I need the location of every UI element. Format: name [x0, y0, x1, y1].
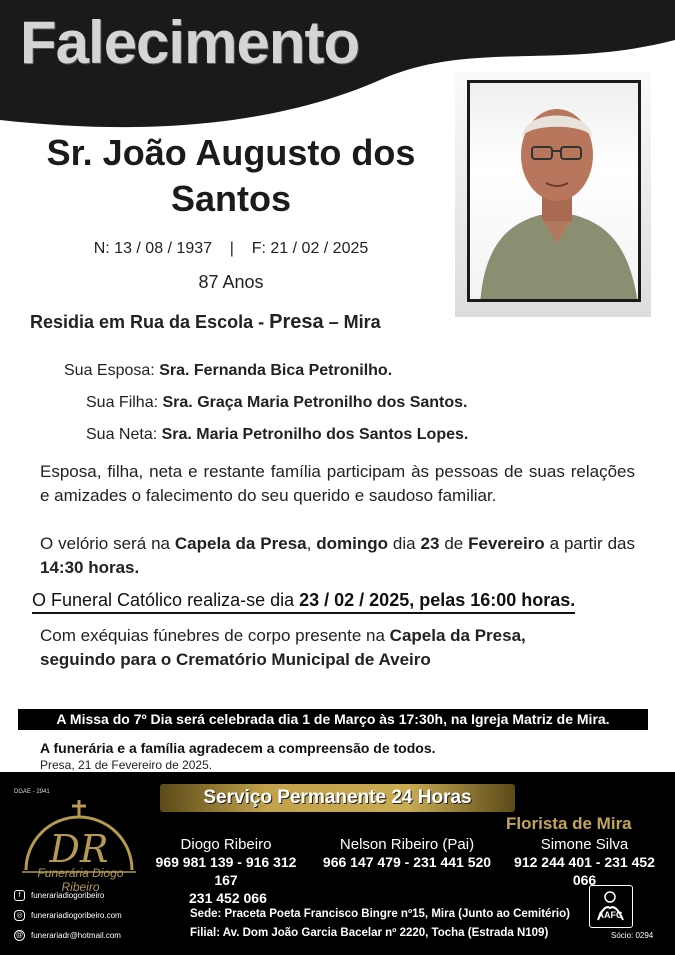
funeral-info [32, 590, 575, 614]
social-text: funerariadr@hotmail.com [31, 931, 121, 940]
sede-address: Sede: Praceta Poeta Francisco Bingre nº15, Mira (Junto ao Cemitério) [190, 908, 570, 920]
relative-name: Sra. Fernanda Bica Petronilho. [159, 362, 393, 379]
funeral-datetime: 23 / 02 / 2025, pelas 16:00 horas. [299, 590, 576, 610]
exequias-destination: seguindo para o Crematório Municipal de Aveiro [40, 650, 431, 669]
contact-simone [502, 836, 667, 889]
email-icon: @ [15, 932, 24, 939]
filial-address: Filial: Av. Dom João Garcia Bacelar nº 2220, Tocha (Estrada N109) [190, 927, 549, 939]
wake-text: de [439, 534, 469, 553]
dgae-number: DGAE - 2941 [14, 789, 50, 795]
association-text: AAFC [597, 910, 623, 920]
relative-spouse [64, 362, 392, 380]
instagram-icon: ◎ [14, 910, 25, 921]
mass-banner: A Missa do 7º Dia será celebrada dia 1 de Março às 17:30h, na Igreja Matriz de Mira. [18, 709, 648, 730]
funeral-text: O Funeral Católico realiza-se dia [32, 590, 300, 610]
social-email[interactable] [14, 930, 121, 941]
deceased-name [0, 130, 462, 222]
relative-role: Sua Esposa: [64, 362, 155, 379]
age: 87 Anos [198, 272, 264, 292]
wake-info [40, 532, 635, 580]
residence [30, 311, 381, 334]
wake-text: , [306, 534, 317, 553]
wake-month: Fevereiro [468, 534, 545, 553]
service-label: Serviço Permanente 24 Horas [203, 787, 472, 808]
wake-text: dia [388, 534, 421, 553]
page-title: Falecimento [20, 9, 360, 76]
wake-time: 14:30 horas. [40, 558, 140, 577]
wake-location: Capela da Presa [174, 534, 307, 553]
florista-label: Florista de Mira [506, 814, 632, 833]
association-logo [589, 885, 633, 928]
place-date: Presa, 21 de Fevereiro de 2025. [40, 758, 213, 772]
name-line-1: Sr. João Augusto dos [46, 132, 416, 173]
wake-text: a partir das [544, 534, 635, 553]
wake-date: 23 [420, 534, 440, 553]
address-prefix: Residia em Rua da Escola - [30, 312, 265, 332]
contact-phones: 969 981 139 - 916 312 167 [155, 854, 297, 888]
social-text: funerariadiogoribeiro.com [31, 911, 122, 920]
exequias-location: Capela da Presa, [389, 626, 526, 645]
contact-nelson [322, 836, 492, 871]
relative-daughter [86, 394, 467, 412]
contact-name: Simone Silva [540, 836, 629, 853]
relative-role: Sua Neta: [86, 426, 158, 443]
announcement-text: Esposa, filha, neta e restante família participam às pessoas de suas relações e amizades o falecimento do seu querido e saudoso familiar. [40, 462, 635, 505]
social-text: funerariadiogoribeiro [31, 891, 105, 900]
exequias-text: Com exéquias fúnebres de corpo presente na [40, 626, 390, 645]
contact-phones: 966 147 479 - 231 441 520 [322, 854, 492, 870]
social-instagram[interactable] [14, 910, 122, 921]
portrait-photo [467, 80, 641, 302]
contact-phones: 912 244 401 - 231 452 066 [514, 854, 655, 888]
relative-granddaughter [86, 426, 468, 444]
facebook-icon: f [14, 890, 25, 901]
contact-phones-extra: 231 452 066 [189, 890, 267, 906]
social-facebook[interactable] [14, 890, 104, 901]
contact-name: Diogo Ribeiro [180, 836, 272, 853]
address-place: Presa [269, 311, 324, 333]
portrait-illustration [470, 83, 641, 302]
relative-name: Sra. Maria Petronilho dos Santos Lopes. [161, 426, 469, 443]
exequias-info [40, 624, 635, 672]
association-emblem [590, 886, 631, 926]
wake-day: domingo [316, 534, 388, 553]
relative-role: Sua Filha: [86, 394, 159, 411]
portrait-frame [455, 72, 651, 317]
logo-name: Funerária Diogo Ribeiro [37, 866, 124, 894]
name-line-2: Santos [170, 178, 292, 219]
birth-death-dates: N: 13 / 08 / 1937 | F: 21 / 02 / 2025 [93, 240, 369, 257]
contact-name: Nelson Ribeiro (Pai) [339, 836, 475, 853]
thanks-note: A funerária e a família agradecem a compreensão de todos. [40, 740, 436, 756]
logo-letters: DR [49, 827, 109, 871]
member-number: Sócio: 0294 [611, 931, 654, 940]
contact-diogo [146, 836, 306, 907]
address-suffix: – Mira [328, 312, 381, 332]
relative-name: Sra. Graça Maria Petronilho dos Santos. [162, 394, 468, 411]
wake-text: O velório será na [40, 534, 175, 553]
